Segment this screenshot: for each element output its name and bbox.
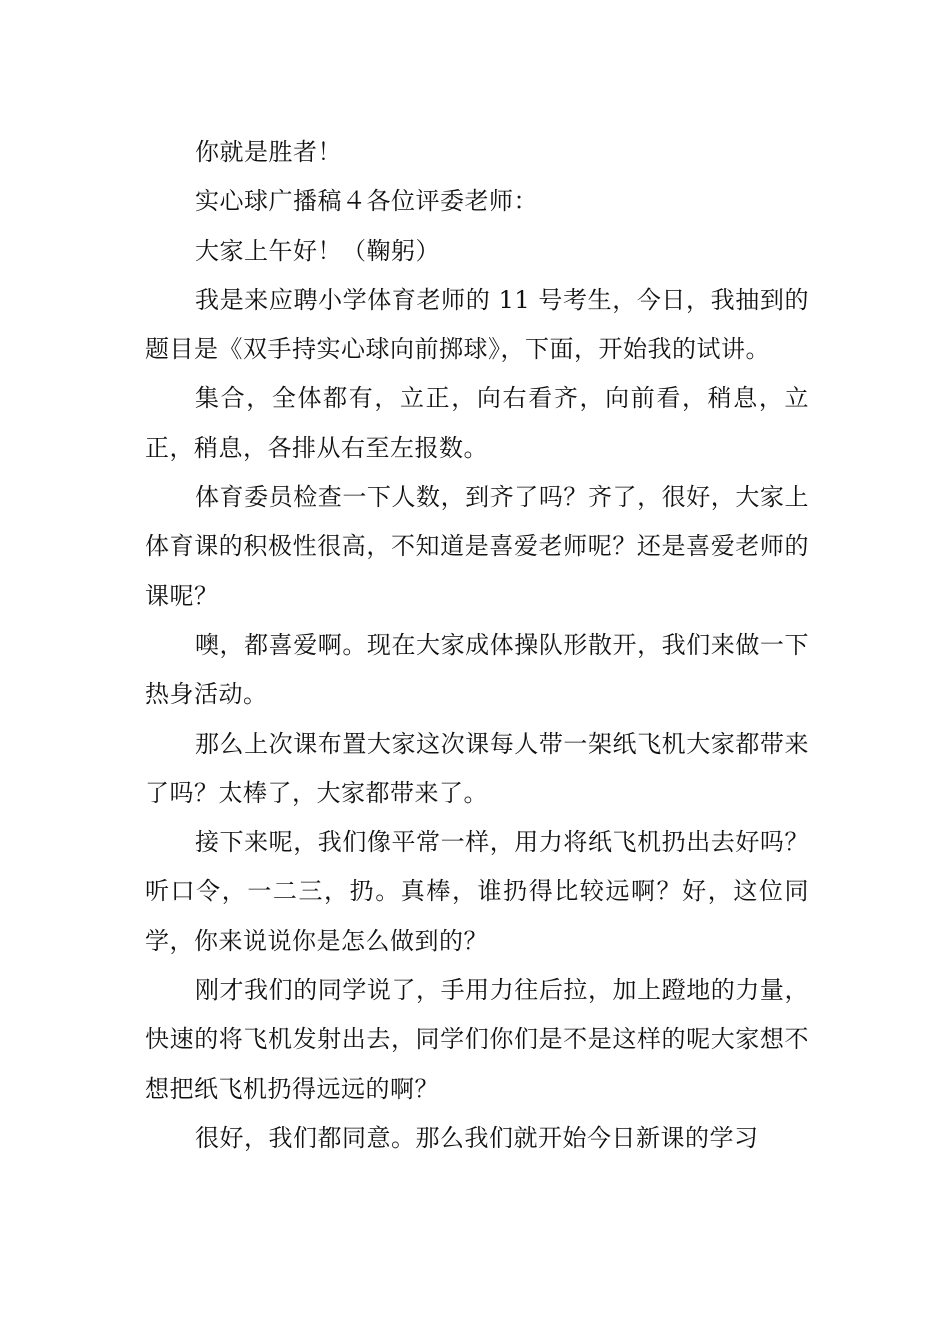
- paragraph: 集合，全体都有，立正，向右看齐，向前看，稍息，立正，稍息，各排从右至左报数。: [145, 384, 809, 462]
- paragraph: 接下来呢，我们像平常一样，用力将纸飞机扔出去好吗？听口令，一二三，扔。真棒，谁扔得比较远啊？好，这位同学，你来说说你是怎么做到的？: [145, 828, 809, 955]
- paragraph: 噢，都喜爱啊。现在大家成体操队形散开，我们来做一下热身活动。: [145, 630, 809, 709]
- paragraph: 很好，我们都同意。那么我们就开始今日新课的学习: [195, 1123, 759, 1152]
- paragraph: 刚才我们的同学说了，手用力往后拉，加上蹬地的力量，快速的将飞机发射出去，同学们你们是不是这样的呢大家想不想把纸飞机扔得远远的啊？: [145, 976, 809, 1103]
- paragraph: 实心球广播稿４各位评委老师：: [195, 187, 538, 216]
- paragraph: 体育委员检查一下人数，到齐了吗？齐了，很好，大家上体育课的积极性很高，不知道是喜爱老师呢？还是喜爱老师的课呢？: [145, 483, 809, 610]
- paragraph: 我是来应聘小学体育老师的 11 号考生，今日，我抽到的题目是《双手持实心球向前掷球》，下面，开始我的试讲。: [145, 285, 809, 364]
- paragraph: 大家上午好！（鞠躬）: [195, 236, 440, 265]
- paragraph: 你就是胜者！: [195, 138, 342, 166]
- document-body: [145, 128, 809, 1163]
- paragraph: 那么上次课布置大家这次课每人带一架纸飞机大家都带来了吗？太棒了，大家都带来了。: [145, 729, 809, 807]
